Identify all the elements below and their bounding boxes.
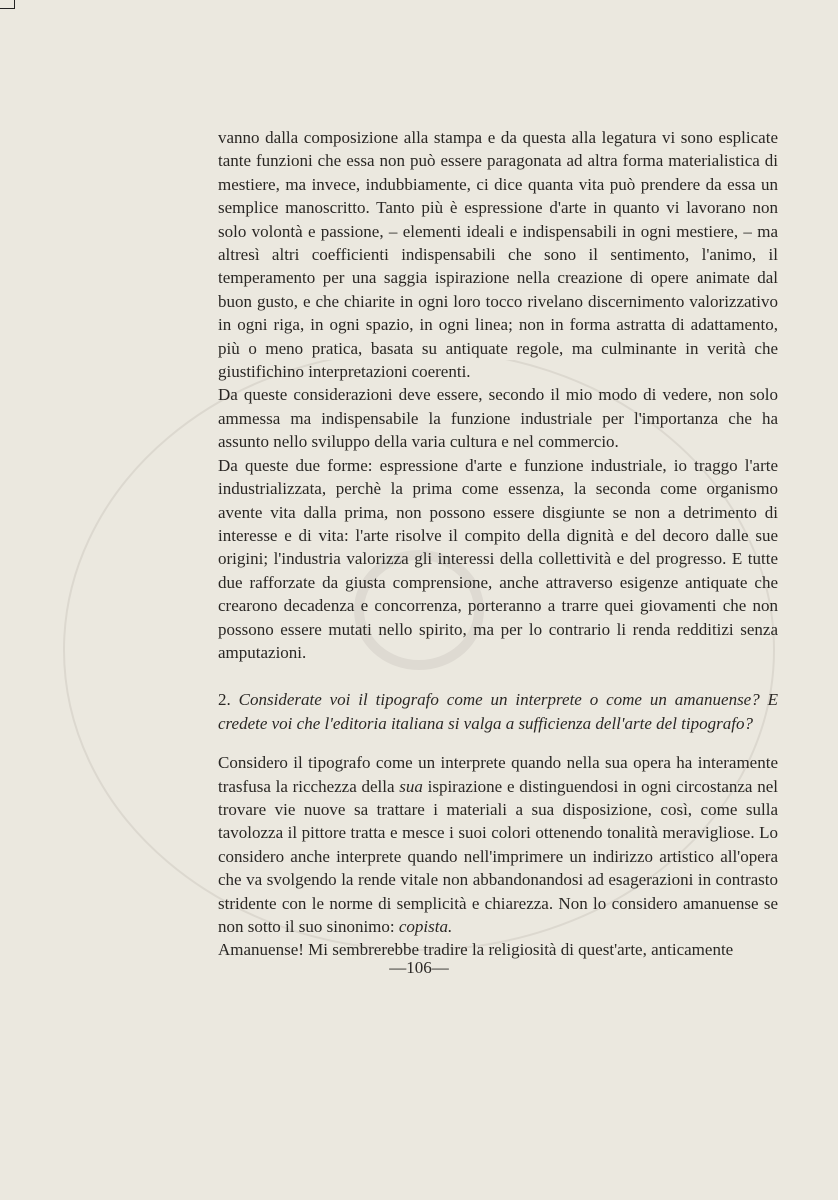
answer-text: ispirazione e distinguendosi in ogni circostanza nel trovare vie nuove sa trattare i materiali a sua disposizione, così, come sulla tavolozza il pittore tratta e mesce i suoi colori ottenendo tonalità meravigliose. Lo considero anche interprete quando nell'imprimere un indirizzo artistico all'opera che va svolgendo la rende vitale non abbandonandosi ad esagerazioni in contrasto stridente con le norme di semplicità e chiarezza. Non lo considero amanuense se non sotto il suo sinonimo: xyxy=(218,776,778,936)
answer-paragraph xyxy=(218,751,778,938)
emphasis-word: sua xyxy=(399,776,423,796)
body-text xyxy=(218,126,778,962)
answer-text: Considero il tipografo come un interprete quando nella sua opera ha interamente trasfusa la ricchezza della xyxy=(218,753,778,796)
paragraph: vanno dalla composizione alla stampa e da questa alla legatura vi sono esplicate tante funzioni che essa non può essere paragonata ad altra forma materialistica di mestiere, ma invece, indubbiamente, ci dice quanta vita può prendere da essa un semplice manoscritto. Tanto più è espressione d'arte in quanto vi lavorano non solo volontà e passione, – elementi ideali e indispensabili in ogni mestiere, – ma altresì altri coefficienti indispensabili che sono il sentimento, l'animo, il temperamento per una saggia ispirazione nella creazione di opere animate dal buon gusto, e che chiarite in ogni loro tocco rivelano discernimento valorizzativo in ogni riga, in ogni spazio, in ogni linea; non in forma astratta di adattamento, più o meno pratica, basata su antiquate regole, ma culminante in verità che giustifichino interpretazioni coerenti. xyxy=(218,128,778,382)
paragraph: Da queste due forme: espressione d'arte e funzione industriale, io traggo l'arte industrializzata, perchè la prima come essenza, la seconda come organismo avente vita dalla prima, non possono essere disgiunte se non a detrimento di interesse e di vita: l'arte risolve il compito della dignità e del decoro dalle sue origini; l'industria valorizza gli interessi della collettività e del progresso. E tutte due rafforzate da giusta comprensione, anche attraverso esigenze antiquate che crearono decadenza e concorrenza, porteranno a trarre quei giovamenti che non possono essere mutati nello spirito, ma per lo contrario li renda redditizi senza amputazioni. xyxy=(218,455,778,662)
emphasis-word: copista. xyxy=(398,917,453,936)
page-number: —106— xyxy=(389,958,449,977)
crop-mark xyxy=(0,0,15,9)
paragraph: Da queste considerazioni deve essere, secondo il mio modo di vedere, non solo ammessa ma indispensabile la funzione industriale per l'importanza che ha assunto nello sviluppo della varia cultura e nel commercio. xyxy=(218,385,778,452)
question-number: 2. xyxy=(218,690,231,710)
interview-question xyxy=(218,688,778,735)
paragraph: Amanuense! Mi sembrerebbe tradire la religiosità di quest'arte, anticamente xyxy=(218,940,734,960)
question-text: Considerate voi il tipografo come un interprete o come un amanuense? E credete voi che l'editoria italiana si valga a sufficienza dell'arte del tipografo? xyxy=(218,690,778,733)
